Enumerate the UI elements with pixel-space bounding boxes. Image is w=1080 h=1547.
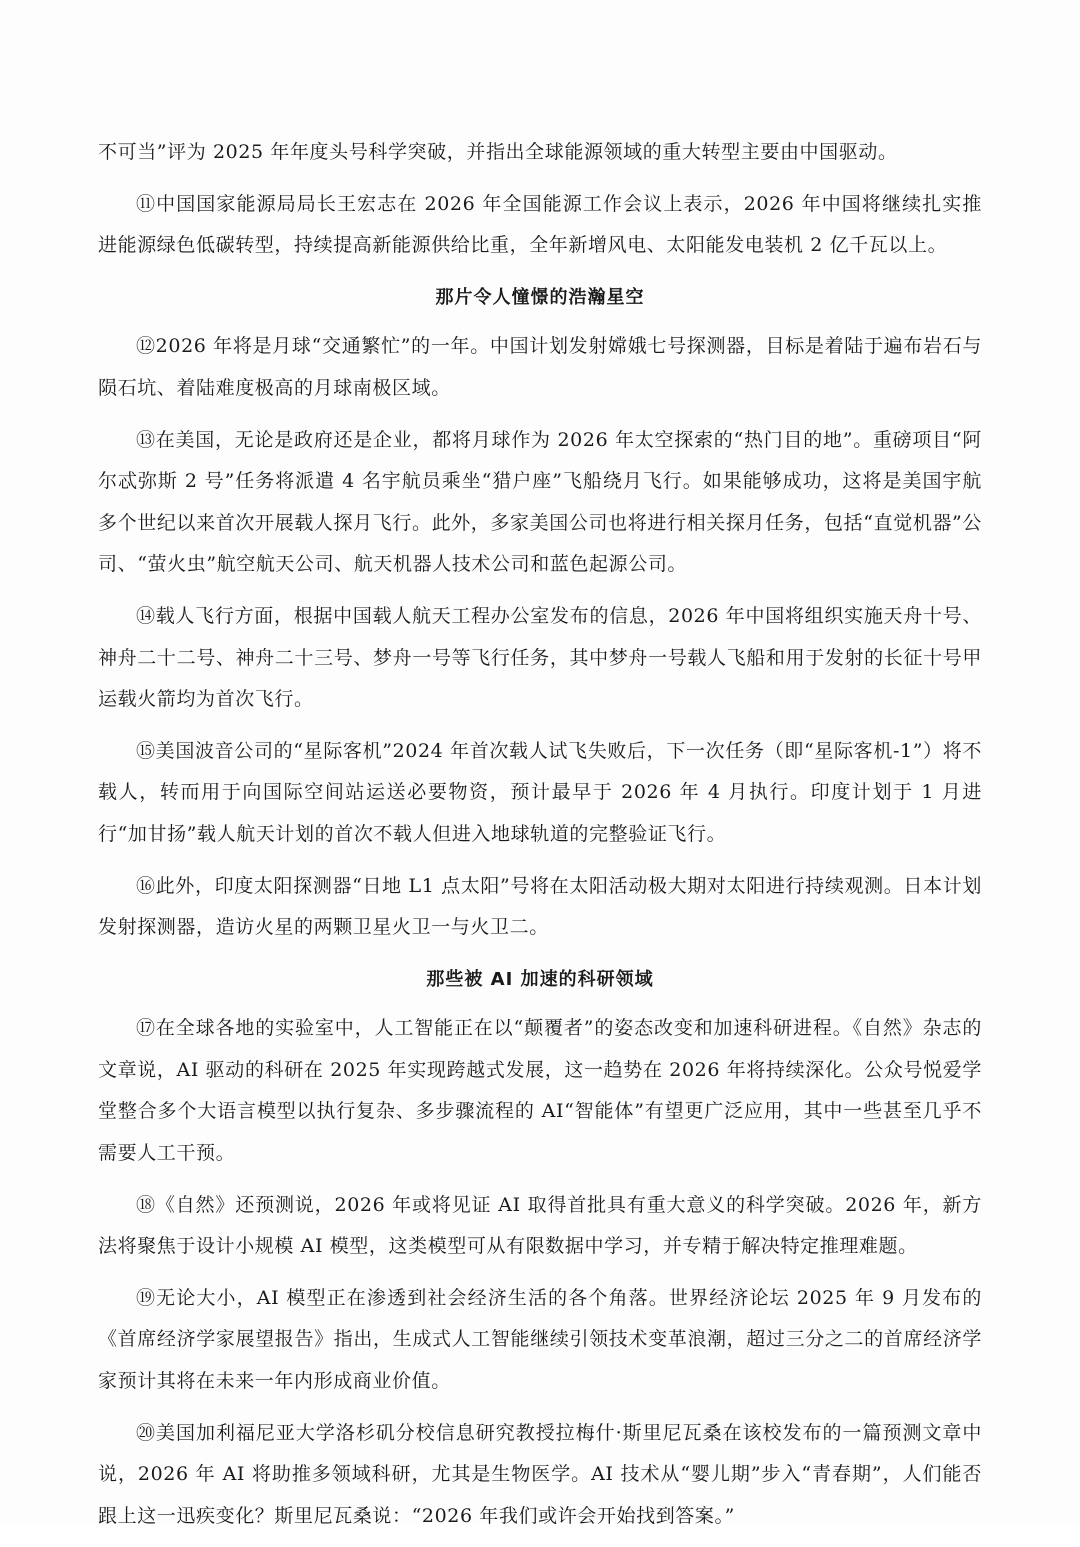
paragraph-20: ⑳美国加利福尼亚大学洛杉矶分校信息研究教授拉梅什·斯里尼瓦桑在该校发布的一篇预测文章中说，2026 年 AI 将助推多领域科研，尤其是生物医学。AI 技术从“婴儿期”步入“青春期”，人们能否跟上这一迅疾变化？斯里尼瓦桑说：“2026 年我们或许会开始找到答案。” — [98, 1421, 982, 1527]
article-body — [98, 132, 982, 1547]
paragraph-continuation: 不可当”评为 2025 年年度头号科学突破，并指出全球能源领域的重大转型主要由中国驱动。 — [98, 141, 898, 163]
section-title-ai: 那些被 AI 加速的科研领域 — [426, 968, 654, 990]
paragraph-19: ⑲无论大小，AI 模型正在渗透到社会经济生活的各个角落。世界经济论坛 2025 年 9 月发布的《首席经济学家展望报告》指出，生成式人工智能继续引领技术变革浪潮，超过三分之二的首席经济学家预计其将在未来一年内形成商业价值。 — [98, 1286, 982, 1393]
section-title-space: 那片令人憧憬的浩瀚星空 — [435, 286, 645, 308]
paragraph-12: ⑫2026 年将是月球“交通繁忙”的一年。中国计划发射嫦娥七号探测器，目标是着陆于遍布岩石与陨石坑、着陆难度极高的月球南极区域。 — [98, 335, 982, 399]
paragraph-17: ⑰在全球各地的实验室中，人工智能正在以“颠覆者”的姿态改变和加速科研进程。《自然》杂志的文章说，AI 驱动的科研在 2025 年实现跨越式发展，这一趋势在 2026 年将持续深化。公众号悦爱学堂整合多个大语言模型以执行复杂、多步骤流程的 AI“智能体”有望更广泛应用，其中一些甚至几乎不需要人工干预。 — [98, 1017, 982, 1165]
paragraph-16: ⑯此外，印度太阳探测器“日地 L1 点太阳”号将在太阳活动极大期对太阳进行持续观测。日本计划发射探测器，造访火星的两颗卫星火卫一与火卫二。 — [98, 874, 982, 939]
paragraph-15: ⑮美国波音公司的“星际客机”2024 年首次载人试飞失败后，下一次任务（即“星际客机-1”）将不载人，转而用于向国际空间站运送必要物资，预计最早于 2026 年 4 月执行。印度计划于 1 月进行“加甘扬”载人航天计划的首次不载人但进入地球轨道的完整验证飞行。 — [98, 739, 982, 845]
paragraph-11: ⑪中国国家能源局局长王宏志在 2026 年全国能源工作会议上表示，2026 年中国将继续扎实推进能源绿色低碳转型，持续提高新能源供给比重，全年新增风电、太阳能发电装机 2 亿千瓦以上。 — [98, 192, 982, 257]
paragraph-14: ⑭载人飞行方面，根据中国载人航天工程办公室发布的信息，2026 年中国将组织实施天舟十号、神舟二十二号、神舟二十三号、梦舟一号等飞行任务，其中梦舟一号载人飞船和用于发射的长征十号甲运载火箭均为首次飞行。 — [98, 604, 982, 711]
paragraph-13: ⑬在美国，无论是政府还是企业，都将月球作为 2026 年太空探索的“热门目的地”。重磅项目“阿尔忒弥斯 2 号”任务将派遣 4 名宇航员乘坐“猎户座”飞船绕月飞行。如果能够成功，这将是美国宇航多个世纪以来首次开展载人探月飞行。此外，多家美国公司也将进行相关探月任务，包括“直觉机器”公司、“萤火虫”航空航天公司、航天机器人技术公司和蓝色起源公司。 — [98, 428, 982, 576]
paragraph-18: ⑱《自然》还预测说，2026 年或将见证 AI 取得首批具有重大意义的科学突破。2026 年，新方法将聚焦于设计小规模 AI 模型，这类模型可从有限数据中学习，并专精于解决特定推理难题。 — [98, 1193, 982, 1258]
